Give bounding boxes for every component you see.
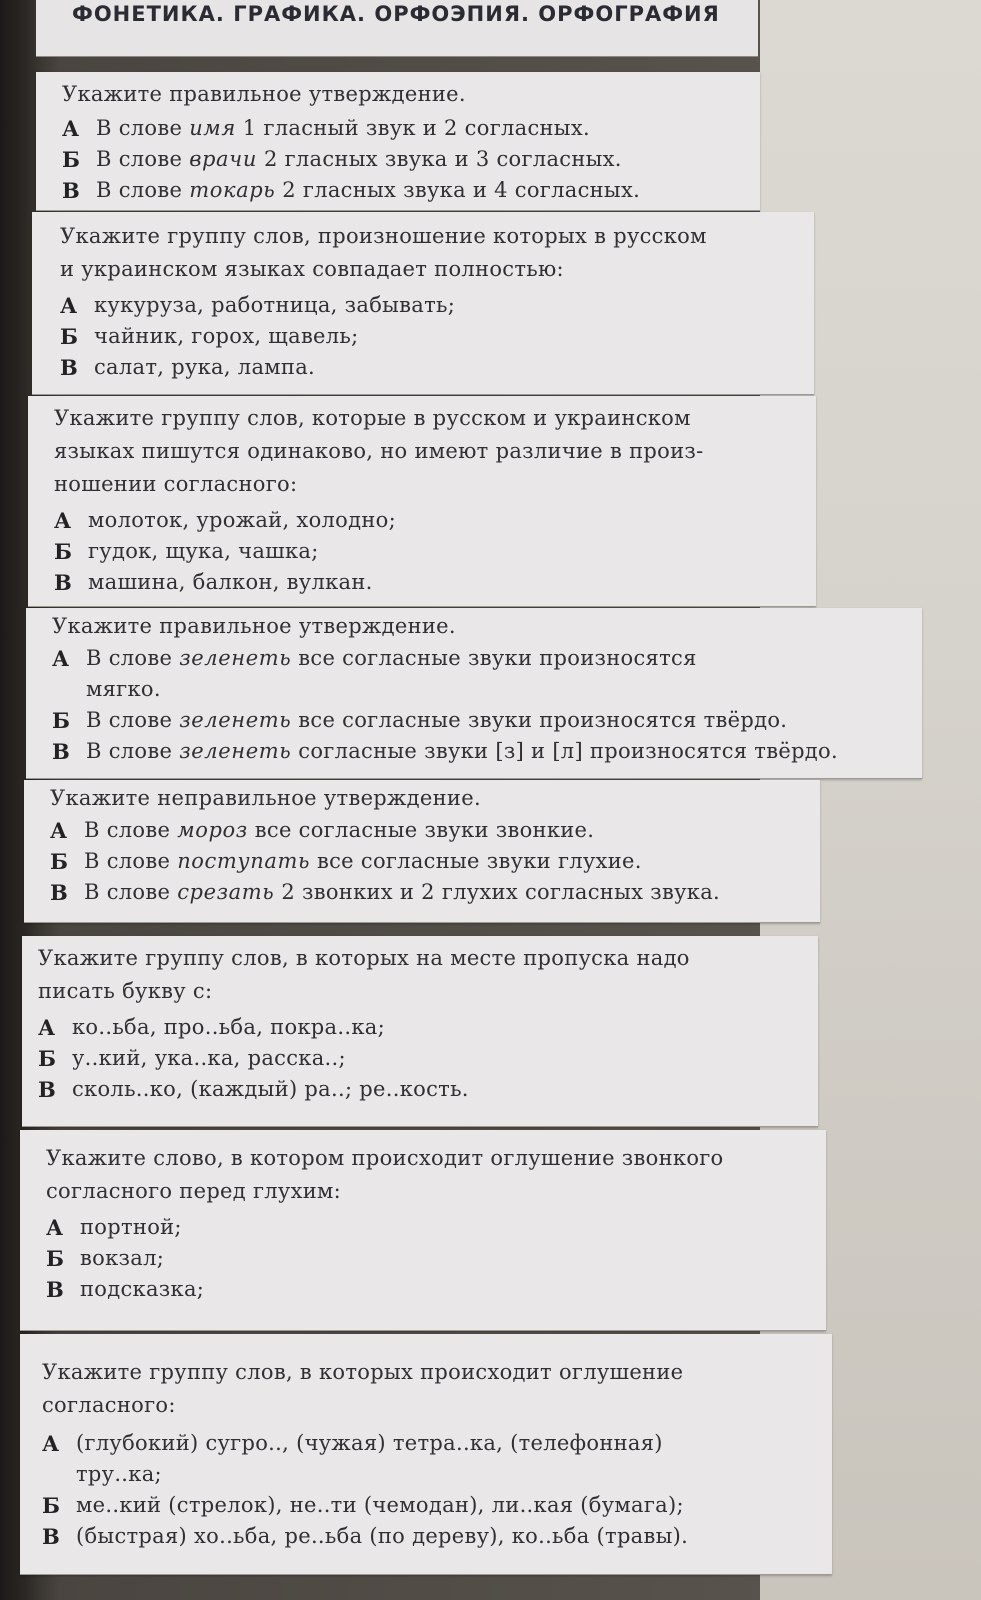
answer-option: В салат, рука, лампа. <box>60 352 814 383</box>
option-letter: Б <box>50 849 69 874</box>
question-prompt: Укажите правильное утверждение. <box>52 614 456 638</box>
option-letter: А <box>54 508 72 533</box>
answer-option: А В слове имя 1 гласный звук и 2 согласных. <box>62 113 760 144</box>
question-card <box>32 212 814 395</box>
question-card <box>24 780 820 923</box>
answer-option: Б ме..кий (стрелок), не..ти (чемодан), ли..кая (бумага); <box>42 1490 832 1521</box>
question-prompt: Укажите группу слов, в которых происходит оглушение согласного: <box>42 1360 684 1417</box>
answer-option: В В слове зеленеть согласные звуки [з] и [л] произносятся твёрдо. <box>52 736 922 767</box>
question-card <box>22 936 818 1127</box>
question-prompt: Укажите группу слов, которые в русском и украинском языках пишутся одинаково, но имеют различие в произ- ношении согласного: <box>54 406 704 496</box>
answer-option: В В слове срезать 2 звонких и 2 глухих согласных звука. <box>50 877 820 908</box>
option-letter: А <box>50 818 68 843</box>
option-letter: В <box>52 739 71 764</box>
option-letter: А <box>60 293 78 318</box>
option-letter: В <box>38 1077 57 1102</box>
option-letter: В <box>46 1277 65 1302</box>
option-letter: В <box>62 178 81 203</box>
answer-option: А ко..ьба, про..ьба, покра..ка; <box>38 1012 818 1043</box>
option-letter: А <box>42 1431 60 1456</box>
answer-option: В (быстрая) хо..ьба, ре..ьба (по дереву), ко..ьба (травы). <box>42 1521 832 1552</box>
option-letter: Б <box>62 147 81 172</box>
answer-option: Б В слове врачи 2 гласных звука и 3 согласных. <box>62 144 760 175</box>
question-card <box>28 396 816 607</box>
question-card <box>26 608 922 779</box>
answer-option: А молоток, урожай, холодно; <box>54 505 816 536</box>
question-card <box>20 1334 832 1575</box>
answer-option: А В слове зеленеть все согласные звуки произносятся мягко. <box>52 643 922 705</box>
answer-option: Б чайник, горох, щавель; <box>60 321 814 352</box>
option-letter: А <box>62 116 80 141</box>
option-letter: А <box>46 1215 64 1240</box>
answer-option: Б вокзал; <box>46 1243 826 1274</box>
question-prompt: Укажите слово, в котором происходит оглушение звонкого согласного перед глухим: <box>46 1146 724 1203</box>
answer-option: Б В слове поступать все согласные звуки глухие. <box>50 846 820 877</box>
answer-option: Б гудок, щука, чашка; <box>54 536 816 567</box>
answer-option: А В слове мороз все согласные звуки звонкие. <box>50 815 820 846</box>
answer-option: В машина, балкон, вулкан. <box>54 567 816 598</box>
option-letter: А <box>38 1015 56 1040</box>
option-letter: В <box>60 355 79 380</box>
answer-option: А портной; <box>46 1212 826 1243</box>
option-letter: Б <box>46 1246 65 1271</box>
question-card <box>36 72 760 211</box>
page-header <box>36 0 758 57</box>
answer-option: А (глубокий) сугро.., (чужая) тетра..ка, (телефонная) тру..ка; <box>42 1428 832 1490</box>
option-letter: Б <box>38 1046 57 1071</box>
page-title: ФОНЕТИКА. ГРАФИКА. ОРФОЭПИЯ. ОРФОГРАФИЯ <box>72 2 720 26</box>
answer-option: Б у..кий, ука..ка, расска..; <box>38 1043 818 1074</box>
option-letter: В <box>54 570 73 595</box>
option-letter: Б <box>42 1493 61 1518</box>
option-letter: Б <box>52 708 71 733</box>
question-card <box>20 1130 826 1331</box>
answer-option: А кукуруза, работница, забывать; <box>60 290 814 321</box>
answer-option: В В слове токарь 2 гласных звука и 4 согласных. <box>62 175 760 206</box>
option-letter: Б <box>60 324 79 349</box>
question-prompt: Укажите группу слов, в которых на месте пропуска надо писать букву с: <box>38 946 690 1003</box>
option-letter: Б <box>54 539 73 564</box>
option-letter: В <box>42 1524 61 1549</box>
question-prompt: Укажите группу слов, произношение которых в русском и украинском языках совпадает полностью: <box>60 224 707 281</box>
question-prompt: Укажите неправильное утверждение. <box>50 786 481 810</box>
question-prompt: Укажите правильное утверждение. <box>62 82 466 106</box>
answer-option: В сколь..ко, (каждый) ра..; ре..кость. <box>38 1074 818 1105</box>
option-letter: А <box>52 646 70 671</box>
option-letter: В <box>50 880 69 905</box>
answer-option: В подсказка; <box>46 1274 826 1305</box>
answer-option: Б В слове зеленеть все согласные звуки произносятся твёрдо. <box>52 705 922 736</box>
